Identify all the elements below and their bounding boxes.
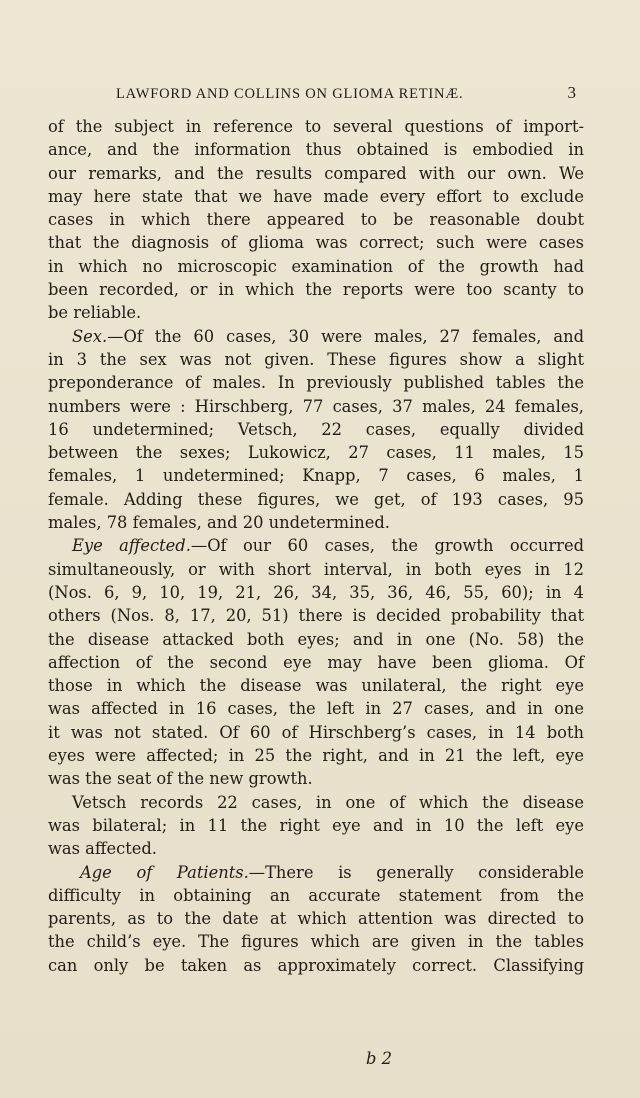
text-line: can only be taken as approximately correct. Classifying (48, 955, 584, 975)
text-line: males, 78 females, and 20 undetermined. (48, 513, 390, 533)
section-heading-eye-affected: Eye affected. (72, 536, 191, 556)
text-line: was bilateral; in 11 the right eye and in 10 the left eye (48, 815, 584, 835)
text-line: cases in which there appeared to be reasonable doubt (48, 210, 584, 230)
text-line: our remarks, and the results compared with our own. We (48, 163, 584, 183)
text-line: the child’s eye. The figures which are given in the tables (48, 932, 584, 952)
text-line: was affected in 16 cases, the left in 27 cases, and in one (48, 699, 584, 719)
text-line: it was not stated. Of 60 of Hirschberg’s cases, in 14 both (48, 722, 584, 742)
text-line: ance, and the information thus obtained is embodied in (48, 140, 584, 160)
section-heading-sex: Sex. (72, 326, 108, 346)
text-line: that the diagnosis of glioma was correct; such were cases (48, 233, 584, 253)
text-line: eyes were affected; in 25 the right, and in 21 the left, eye (48, 746, 584, 766)
text-line: (Nos. 6, 9, 10, 19, 21, 26, 34, 35, 36, 46, 55, 60); in 4 (48, 582, 584, 602)
text-line: those in which the disease was unilateral, the right eye (48, 676, 584, 696)
text-line: parents, as to the date at which attention was directed to (48, 909, 584, 929)
page-header (46, 83, 584, 106)
text-line: was the seat of the new growth. (48, 769, 313, 789)
text-line: 16 undetermined; Vetsch, 22 cases, equally divided (48, 419, 584, 439)
text-line: simultaneously, or with short interval, in both eyes in 12 (48, 559, 584, 579)
body-text (48, 115, 584, 977)
text-line: Vetsch records 22 cases, in one of which the disease (72, 792, 584, 812)
text-line: difficulty in obtaining an accurate statement from the (48, 885, 584, 905)
text-line: affection of the second eye may have been glioma. Of (48, 652, 584, 672)
text-line: females, 1 undetermined; Knapp, 7 cases, 6 males, 1 (48, 466, 584, 486)
text-line: in which no microscopic examination of the growth had (48, 256, 584, 276)
text-line: may here state that we have made every effort to exclude (48, 186, 584, 206)
text-line: numbers were : Hirschberg, 77 cases, 37 males, 24 females, (48, 396, 584, 416)
page-number: 3 (567, 83, 576, 102)
text-line: preponderance of males. In previously published tables the (48, 373, 584, 393)
text-line: Age of Patients.—There is generally considerable (80, 862, 584, 882)
text-line: female. Adding these figures, we get, of 193 cases, 95 (48, 489, 584, 509)
text-line: been recorded, or in which the reports were too scanty to (48, 280, 584, 300)
text-line: was affected. (48, 839, 157, 859)
running-head: LAWFORD AND COLLINS ON GLIOMA RETINÆ. (116, 86, 464, 102)
signature-mark: b 2 (366, 1049, 392, 1068)
text-line: in 3 the sex was not given. These figures show a slight (48, 349, 584, 369)
text-line: of the subject in reference to several questions of import- (48, 117, 584, 136)
text-line: Eye affected.—Of our 60 cases, the growth occurred (72, 536, 585, 556)
text-line: others (Nos. 8, 17, 20, 51) there is decided probability that (48, 606, 584, 626)
text-line: Sex.—Of the 60 cases, 30 were males, 27 females, and (72, 326, 584, 346)
text-line: the disease attacked both eyes; and in one (No. 58) the (48, 629, 584, 649)
text-line: between the sexes; Lukowicz, 27 cases, 11 males, 15 (48, 443, 584, 463)
text-line: be reliable. (48, 303, 142, 323)
section-heading-age-of-patients: Age of Patients. (80, 862, 249, 882)
